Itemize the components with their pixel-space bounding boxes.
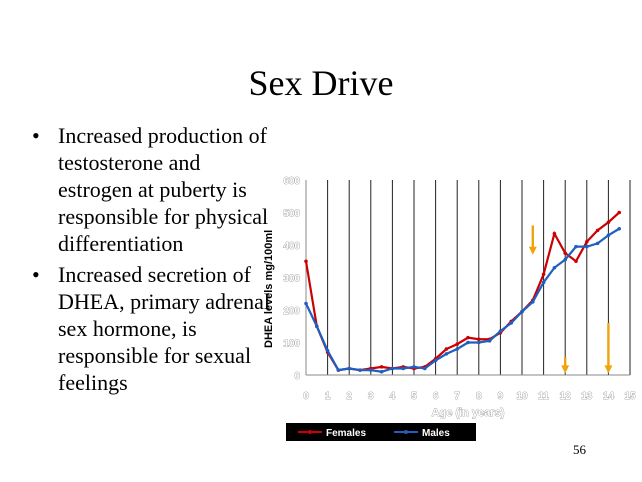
data-point-females bbox=[617, 211, 621, 215]
data-point-males bbox=[380, 370, 384, 374]
y-tick-label: 300 bbox=[283, 273, 300, 285]
x-tick-label: 4 bbox=[389, 391, 396, 402]
x-tick-label: 10 bbox=[516, 391, 528, 402]
data-point-males bbox=[531, 300, 535, 304]
x-tick-label: 7 bbox=[454, 391, 460, 402]
x-tick-label: 3 bbox=[368, 391, 374, 402]
arrow-head bbox=[561, 365, 569, 373]
data-point-males bbox=[488, 339, 492, 343]
legend bbox=[286, 423, 476, 441]
x-tick-label: 6 bbox=[432, 391, 439, 402]
data-point-males bbox=[553, 266, 557, 270]
data-point-females bbox=[574, 259, 578, 263]
data-point-males bbox=[499, 329, 503, 333]
data-point-males bbox=[423, 367, 427, 371]
data-point-males bbox=[358, 368, 362, 372]
data-point-males bbox=[477, 341, 481, 345]
data-point-females bbox=[304, 259, 308, 263]
data-point-females bbox=[563, 251, 567, 255]
data-point-males bbox=[412, 365, 416, 369]
x-tick-label: 8 bbox=[476, 391, 482, 402]
x-tick-label: 12 bbox=[559, 391, 571, 402]
bullet-text: Increased secretion of DHEA, primary adrenal sex hormone, is responsible for sexual feelings bbox=[58, 262, 270, 395]
x-tick-label: 1 bbox=[324, 391, 331, 402]
data-point-females bbox=[380, 365, 384, 369]
plot-area bbox=[283, 176, 636, 402]
arrow-head bbox=[604, 365, 612, 373]
x-tick-label: 15 bbox=[624, 391, 636, 402]
page-number: 56 bbox=[573, 442, 586, 457]
data-point-males bbox=[455, 347, 459, 351]
data-point-males bbox=[585, 245, 589, 249]
data-point-females bbox=[445, 347, 449, 351]
data-point-females bbox=[542, 272, 546, 276]
legend-label-females: Females bbox=[326, 428, 367, 439]
legend-marker-females bbox=[308, 430, 312, 434]
x-tick-label: 9 bbox=[497, 391, 504, 402]
y-tick-label: 200 bbox=[283, 306, 300, 317]
data-point-males bbox=[607, 233, 611, 237]
data-point-males bbox=[326, 349, 330, 353]
y-tick-label: 500 bbox=[283, 208, 300, 220]
data-point-males bbox=[509, 321, 513, 325]
data-point-females bbox=[553, 232, 557, 236]
data-point-males bbox=[563, 258, 567, 262]
data-point-females bbox=[585, 240, 589, 244]
y-tick-label: 100 bbox=[283, 338, 300, 350]
bullet-item bbox=[28, 261, 278, 396]
data-point-males bbox=[401, 367, 405, 371]
data-point-males bbox=[617, 227, 621, 231]
data-point-males bbox=[520, 310, 524, 314]
data-point-males bbox=[434, 359, 438, 363]
data-point-males bbox=[337, 368, 341, 372]
y-tick-label: 400 bbox=[283, 241, 300, 252]
data-point-males bbox=[574, 245, 578, 249]
x-tick-label: 13 bbox=[581, 391, 593, 402]
x-axis-title: Age (in years) bbox=[431, 407, 505, 419]
data-point-females bbox=[607, 220, 611, 224]
data-point-males bbox=[369, 368, 373, 372]
slide-title: Sex Drive bbox=[248, 63, 394, 103]
x-tick-label: 2 bbox=[346, 391, 352, 402]
x-tick-label: 0 bbox=[303, 391, 309, 402]
legend-label-males: Males bbox=[422, 428, 450, 439]
data-point-males bbox=[391, 367, 395, 371]
data-point-females bbox=[455, 342, 459, 346]
series-line-males bbox=[306, 229, 619, 372]
data-point-males bbox=[466, 341, 470, 345]
x-tick-label: 5 bbox=[411, 391, 417, 402]
dhea-chart bbox=[256, 168, 640, 448]
data-point-males bbox=[315, 324, 319, 328]
data-point-females bbox=[477, 337, 481, 341]
data-point-males bbox=[347, 367, 351, 371]
arrow-head bbox=[529, 247, 537, 255]
bullet-icon: • bbox=[32, 262, 40, 287]
bullet-list bbox=[28, 122, 278, 400]
x-tick-label: 14 bbox=[602, 391, 614, 402]
data-point-males bbox=[596, 242, 600, 246]
y-tick-label: 0 bbox=[294, 371, 300, 382]
data-point-females bbox=[466, 336, 470, 340]
bullet-icon: • bbox=[32, 123, 40, 148]
data-point-males bbox=[542, 281, 546, 285]
data-point-males bbox=[445, 352, 449, 356]
bullet-item bbox=[28, 122, 278, 257]
y-axis-title: DHEA levels mg/100ml bbox=[263, 229, 275, 348]
bullet-text: Increased production of testosterone and estrogen at puberty is responsible for physical differentiation bbox=[58, 123, 269, 256]
legend-marker-males bbox=[404, 430, 408, 434]
data-point-males bbox=[304, 302, 308, 306]
x-tick-label: 11 bbox=[538, 391, 549, 402]
data-point-females bbox=[596, 229, 600, 233]
y-tick-label: 600 bbox=[283, 176, 300, 187]
